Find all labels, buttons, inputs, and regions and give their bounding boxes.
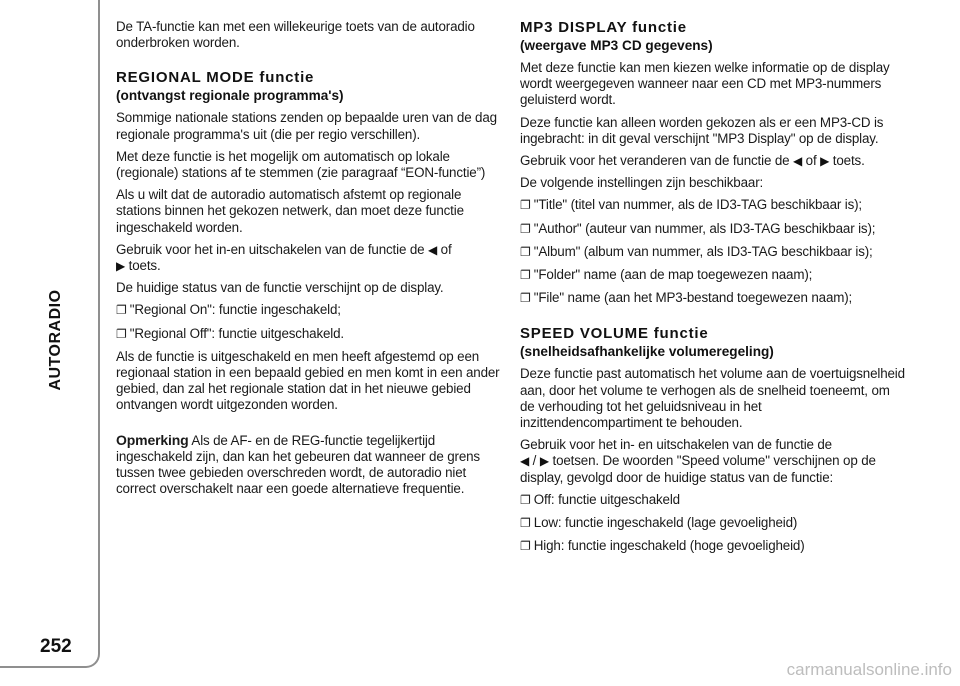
text: of — [440, 241, 452, 257]
section-subtitle: (snelheidsafhankelijke volumeregeling) — [520, 344, 774, 360]
section-label: AUTORADIO — [47, 289, 64, 391]
section-subtitle: (weergave MP3 CD gegevens) — [520, 38, 713, 53]
text: toets. — [128, 258, 161, 274]
list-item-text: Low: functie ingeschakeld (lage gevoeligheid) — [533, 515, 798, 531]
page-number: 252 — [40, 636, 72, 657]
checkbox-icon: ❐ — [520, 492, 531, 507]
list-item-text: "Folder" name (aan de map toegewezen naam); — [533, 267, 813, 283]
note-text: Als de AF- en de REG-functie tegelijkertijd ingeschakeld zijn, dan kan het gebeuren dat wanneer de grens tussen twee gebieden overschreden wordt, de autoradio niet correct overschakelt naar een goede alternatieve frequentie. — [116, 432, 480, 497]
arrow-left-icon: ◀ — [793, 154, 803, 169]
list-item-text: "Regional Off": functie uitgeschakeld. — [129, 325, 344, 341]
paragraph: Met deze functie kan men kiezen welke informatie op de display wordt weergegeven wanneer naar een CD met MP3-nummers geluisterd wordt. — [520, 60, 890, 108]
arrow-right-icon: ▶ — [820, 154, 830, 169]
list-item — [520, 197, 906, 213]
list-item-text: Off: functie uitgeschakeld — [533, 491, 680, 507]
list-item-text: High: functie ingeschakeld (hoge gevoeligheid) — [533, 538, 805, 554]
paragraph: De volgende instellingen zijn beschikbaar: — [520, 175, 764, 191]
paragraph — [520, 437, 906, 486]
paragraph: De huidige status van de functie verschijnt op de display. — [116, 280, 444, 296]
checkbox-icon: ❐ — [520, 516, 531, 531]
arrow-right-icon: ▶ — [116, 259, 126, 274]
list-item-text: "Author" (auteur van nummer, als ID3-TAG beschikbaar is); — [533, 220, 876, 236]
paragraph: Deze functie past automatisch het volume aan de voertuigsnelheid aan, door het volume te verhogen als de snelheid toeneemt, om de verhouding tot het geluidsniveau in het inzittendencompartiment te behouden. — [520, 366, 905, 431]
list-item — [116, 326, 502, 342]
text: toetsen. De woorden "Speed volume" verschijnen op de display, gevolgd door de huidige status van de functie: — [520, 453, 876, 485]
watermark: carmanualsonline.info — [786, 660, 952, 679]
text: Gebruik voor het in-en uitschakelen van de functie de — [116, 241, 425, 257]
list-item — [520, 538, 906, 554]
arrow-left-icon: ◀ — [428, 242, 438, 257]
paragraph: Als de functie is uitgeschakeld en men heeft afgestemd op een regionaal station in een bepaald gebied en men komt in een ander gebied, dan zal het regionale station dat in het nieuwe gebied ontvangen wordt uitgezonden worden. — [116, 348, 500, 413]
list-item — [520, 244, 906, 260]
arrow-left-icon: ◀ — [520, 454, 530, 469]
section-title: SPEED VOLUME functie — [520, 325, 709, 343]
list-item — [520, 290, 906, 306]
list-item — [520, 267, 906, 283]
section-title: REGIONAL MODE functie — [116, 69, 315, 87]
checkbox-icon: ❐ — [520, 198, 531, 213]
text: toets. — [832, 153, 865, 169]
left-column — [116, 19, 502, 503]
list-item — [520, 221, 906, 237]
list-item — [116, 302, 502, 318]
list-item — [520, 515, 906, 531]
checkbox-icon: ❐ — [520, 244, 531, 259]
paragraph: De TA-functie kan met een willekeurige toets van de autoradio onderbroken worden. — [116, 19, 475, 51]
list-item — [520, 492, 906, 508]
note — [116, 432, 502, 498]
arrow-right-icon: ▶ — [539, 454, 549, 469]
checkbox-icon: ❐ — [520, 291, 531, 306]
paragraph — [520, 153, 906, 169]
text: / — [532, 453, 537, 469]
checkbox-icon: ❐ — [520, 539, 531, 554]
list-item-text: "Album" (album van nummer, als ID3-TAG beschikbaar is); — [533, 243, 873, 259]
checkbox-icon: ❐ — [520, 268, 531, 283]
note-label: Opmerking — [116, 431, 189, 448]
checkbox-icon: ❐ — [520, 221, 531, 236]
list-item-text: "Regional On": functie ingeschakeld; — [129, 302, 341, 318]
checkbox-icon: ❐ — [116, 303, 127, 318]
paragraph: Met deze functie is het mogelijk om automatisch op lokale (regionale) stations af te stemmen (zie paragraaf “EON-functie”) — [116, 148, 486, 181]
section-title: MP3 DISPLAY functie — [520, 19, 687, 36]
right-column — [520, 19, 906, 561]
text: of — [805, 153, 817, 169]
paragraph — [116, 242, 502, 274]
paragraph: Deze functie kan alleen worden gekozen als er een MP3-CD is ingebracht: in dit geval verschijnt "MP3 Display" op de display. — [520, 114, 884, 146]
paragraph: Sommige nationale stations zenden op bepaalde uren van de dag regionale programma's uit (die per regio verschillen). — [116, 110, 497, 142]
list-item-text: "File" name (aan het MP3-bestand toegewezen naam); — [533, 290, 853, 306]
text: Gebruik voor het in- en uitschakelen van de functie de — [520, 437, 832, 453]
checkbox-icon: ❐ — [116, 326, 127, 341]
text: Gebruik voor het veranderen van de functie de — [520, 153, 790, 169]
paragraph: Als u wilt dat de autoradio automatisch afstemt op regionale stations binnen het gekozen netwerk, dan moet deze functie ingeschakeld worden. — [116, 187, 464, 235]
section-subtitle: (ontvangst regionale programma's) — [116, 88, 344, 104]
list-item-text: "Title" (titel van nummer, als de ID3-TAG beschikbaar is); — [533, 197, 863, 213]
